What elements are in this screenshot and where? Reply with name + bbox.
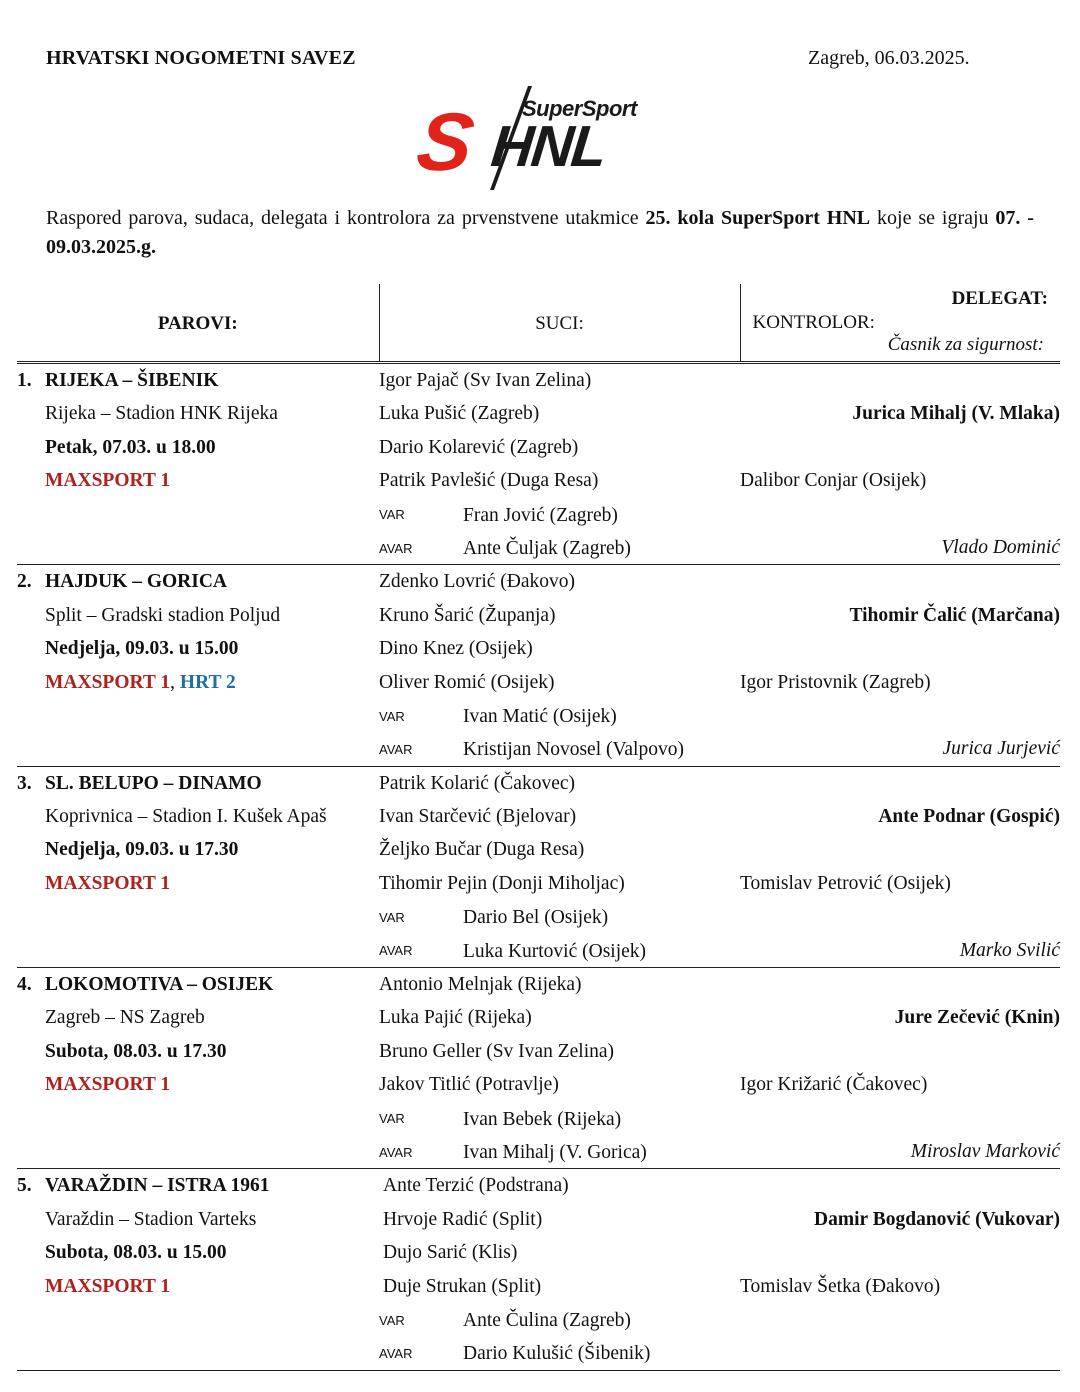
- avar-row: [379, 732, 740, 765]
- match-referees-cell: [379, 1169, 740, 1370]
- var-row: [379, 900, 740, 933]
- match-pair: [17, 1169, 379, 1202]
- match-number: 2.: [17, 571, 32, 593]
- match-tv: [17, 1270, 379, 1303]
- security-officer: Vlado Dominić: [941, 536, 1060, 558]
- match-pair: [17, 364, 379, 397]
- referee-name: Hrvoje Radić (Split): [383, 1208, 543, 1230]
- delegate-name: Jurica Mihalj (V. Mlaka): [852, 403, 1060, 425]
- var-label: VAR: [379, 507, 405, 523]
- tv-channel-1: MAXSPORT 1: [45, 872, 171, 894]
- var-label: VAR: [379, 910, 405, 926]
- delegate-name: Jure Zečević (Knin): [894, 1007, 1060, 1029]
- header-referees: SUCI:: [379, 284, 740, 363]
- match-row: [17, 1169, 1060, 1370]
- var-row: [379, 498, 740, 531]
- referee-name: Patrik Pavlešić (Duga Resa): [379, 470, 599, 492]
- match-number: 1.: [17, 370, 32, 391]
- match-venue: Split – Gradski stadion Poljud: [45, 604, 281, 626]
- match-tv: [17, 1068, 379, 1101]
- referee-name: Igor Pajač (Sv Ivan Zelina): [379, 370, 592, 391]
- security-officer: Miroslav Marković: [910, 1140, 1060, 1162]
- avar-referee: Ivan Mihalj (V. Gorica): [463, 1141, 647, 1163]
- match-teams: RIJEKA – ŠIBENIK: [45, 370, 219, 391]
- referee-name: Ante Terzić (Podstrana): [383, 1175, 569, 1197]
- avar-label: AVAR: [379, 1346, 413, 1362]
- header-delegate: DELEGAT:: [951, 288, 1048, 309]
- place-date: Zagreb, 06.03.2025.: [808, 47, 970, 69]
- referee-name: Luka Pajić (Rijeka): [379, 1007, 532, 1029]
- header-security: Časnik za sigurnost:: [887, 334, 1044, 355]
- referee-name: Luka Pušić (Zagreb): [379, 403, 540, 425]
- delegate-name: Ante Podnar (Gospić): [878, 806, 1060, 828]
- referee-name: Oliver Romić (Osijek): [379, 671, 555, 693]
- controller-name: Igor Križarić (Čakovec): [740, 1074, 928, 1096]
- match-venue: Zagreb – NS Zagreb: [45, 1007, 205, 1029]
- tv-channel-1: MAXSPORT 1: [45, 1275, 171, 1297]
- match-venue: Varaždin – Stadion Varteks: [45, 1208, 257, 1230]
- referee-name: Bruno Geller (Sv Ivan Zelina): [379, 1040, 615, 1062]
- referee-name: Jakov Titlić (Potravlje): [379, 1074, 559, 1096]
- avar-label: AVAR: [379, 742, 413, 758]
- match-pair-cell: [17, 766, 379, 967]
- federation-name: HRVATSKI NOGOMETNI SAVEZ: [46, 47, 356, 69]
- match-pair-cell: [17, 1169, 379, 1370]
- svg-text:S: S: [411, 96, 480, 188]
- match-teams: LOKOMOTIVA – OSIJEK: [45, 974, 274, 996]
- match-referees-cell: [379, 766, 740, 967]
- match-row: [17, 565, 1060, 766]
- svg-text:HNL: HNL: [488, 114, 609, 179]
- referee-name: Kruno Šarić (Županja): [379, 604, 556, 626]
- referee-name: Antonio Melnjak (Rijeka): [379, 974, 582, 996]
- match-officials-cell: [740, 1169, 1060, 1370]
- controller-name: Tomislav Petrović (Osijek): [740, 872, 951, 894]
- var-row: [379, 1303, 740, 1336]
- avar-label: AVAR: [379, 1144, 413, 1160]
- avar-referee: Dario Kulušić (Šibenik): [463, 1343, 651, 1365]
- match-datetime: Nedjelja, 09.03. u 15.00: [45, 638, 239, 660]
- var-row: [379, 699, 740, 732]
- match-number: 3.: [17, 772, 32, 794]
- match-tv: [17, 464, 379, 497]
- var-label: VAR: [379, 1111, 405, 1127]
- security-officer: Jurica Jurjević: [942, 738, 1060, 760]
- avar-referee: Ante Čuljak (Zagreb): [463, 537, 631, 559]
- match-number: 5.: [17, 1175, 32, 1197]
- match-pair: [17, 968, 379, 1001]
- match-datetime: Petak, 07.03. u 18.00: [45, 436, 216, 458]
- tv-channel-1: MAXSPORT 1: [45, 1074, 171, 1096]
- referee-name: Tihomir Pejin (Donji Miholjac): [379, 872, 625, 894]
- match-referees-cell: [379, 968, 740, 1169]
- match-venue: Koprivnica – Stadion I. Kušek Apaš: [45, 806, 327, 828]
- controller-name: Igor Pristovnik (Zagreb): [740, 671, 931, 693]
- match-tv: [17, 867, 379, 900]
- match-officials-cell: [740, 363, 1060, 565]
- match-officials-cell: [740, 968, 1060, 1169]
- avar-row: [379, 1135, 740, 1168]
- match-pair: [17, 767, 379, 800]
- referee-name: Dujo Sarić (Klis): [383, 1242, 518, 1264]
- match-venue: Rijeka – Stadion HNK Rijeka: [45, 403, 278, 425]
- avar-label: AVAR: [379, 540, 413, 556]
- match-teams: VARAŽDIN – ISTRA 1961: [45, 1175, 270, 1197]
- match-row: [17, 766, 1060, 967]
- match-officials-cell: [740, 565, 1060, 766]
- avar-row: [379, 1336, 740, 1369]
- match-number: 4.: [17, 974, 32, 996]
- delegate-name: Tihomir Čalić (Marčana): [849, 604, 1060, 626]
- match-datetime: Subota, 08.03. u 17.30: [45, 1040, 227, 1062]
- security-officer: [740, 1336, 1060, 1369]
- avar-row: [379, 531, 740, 564]
- var-referee: Fran Jović (Zagreb): [463, 504, 618, 526]
- referee-name: Dino Knez (Osijek): [379, 638, 533, 660]
- header-pairs: PAROVI:: [17, 284, 379, 363]
- match-officials-cell: [740, 766, 1060, 967]
- referee-name: Duje Strukan (Split): [383, 1275, 542, 1297]
- var-referee: Ante Čulina (Zagreb): [463, 1309, 631, 1331]
- match-tv: MAXSPORT 1, HRT 2: [45, 671, 236, 693]
- referee-name: Dario Kolarević (Zagreb): [379, 436, 579, 458]
- var-referee: Ivan Matić (Osijek): [463, 705, 617, 727]
- controller-name: Dalibor Conjar (Osijek): [740, 470, 927, 492]
- controller-name: Tomislav Šetka (Đakovo): [740, 1275, 941, 1297]
- avar-label: AVAR: [379, 943, 413, 959]
- match-row: [17, 363, 1060, 565]
- match-pair: [17, 565, 379, 598]
- avar-referee: Kristijan Novosel (Valpovo): [463, 739, 684, 761]
- avar-row: [379, 934, 740, 967]
- match-referees-cell: [379, 363, 740, 565]
- supersport-hnl-logo: [411, 86, 652, 190]
- match-teams: HAJDUK – GORICA: [45, 571, 228, 593]
- tv-channel-1: MAXSPORT 1: [45, 470, 171, 492]
- referee-name: Željko Bučar (Duga Resa): [379, 839, 585, 861]
- match-datetime: Subota, 08.03. u 15.00: [45, 1242, 227, 1264]
- match-pair-cell: [17, 968, 379, 1169]
- schedule-table: [17, 284, 1060, 1371]
- table-header-row: [17, 284, 1060, 363]
- tv-channel-2: HRT 2: [179, 671, 236, 693]
- var-label: VAR: [379, 1312, 405, 1328]
- header-officials: [740, 284, 1060, 363]
- intro-text: Raspored parova, sudaca, delegata i kontrolora za prvenstvene utakmice 25. kola SuperSport HNL koje se igraju 07. - 09.03.2025.g.: [46, 207, 1034, 258]
- avar-referee: Luka Kurtović (Osijek): [463, 940, 647, 962]
- match-referees-cell: [379, 565, 740, 766]
- security-officer: Marko Svilić: [959, 939, 1060, 961]
- match-teams: SL. BELUPO – DINAMO: [45, 772, 262, 794]
- var-referee: Ivan Bebek (Rijeka): [463, 1108, 622, 1130]
- header-controller: KONTROLOR:: [752, 312, 875, 333]
- match-datetime: Nedjelja, 09.03. u 17.30: [45, 839, 239, 861]
- match-pair-cell: [17, 363, 379, 565]
- referee-name: Zdenko Lovrić (Đakovo): [379, 571, 576, 593]
- tv-channel-1: MAXSPORT 1: [45, 671, 171, 693]
- svg-text:SuperSport: SuperSport: [522, 96, 637, 121]
- var-row: [379, 1102, 740, 1135]
- referee-name: Ivan Starčević (Bjelovar): [379, 806, 577, 828]
- var-referee: Dario Bel (Osijek): [463, 907, 609, 929]
- referee-name: Patrik Kolarić (Čakovec): [379, 772, 576, 794]
- match-pair-cell: [17, 565, 379, 766]
- var-label: VAR: [379, 708, 405, 724]
- match-row: [17, 968, 1060, 1169]
- delegate-name: Damir Bogdanović (Vukovar): [814, 1208, 1060, 1230]
